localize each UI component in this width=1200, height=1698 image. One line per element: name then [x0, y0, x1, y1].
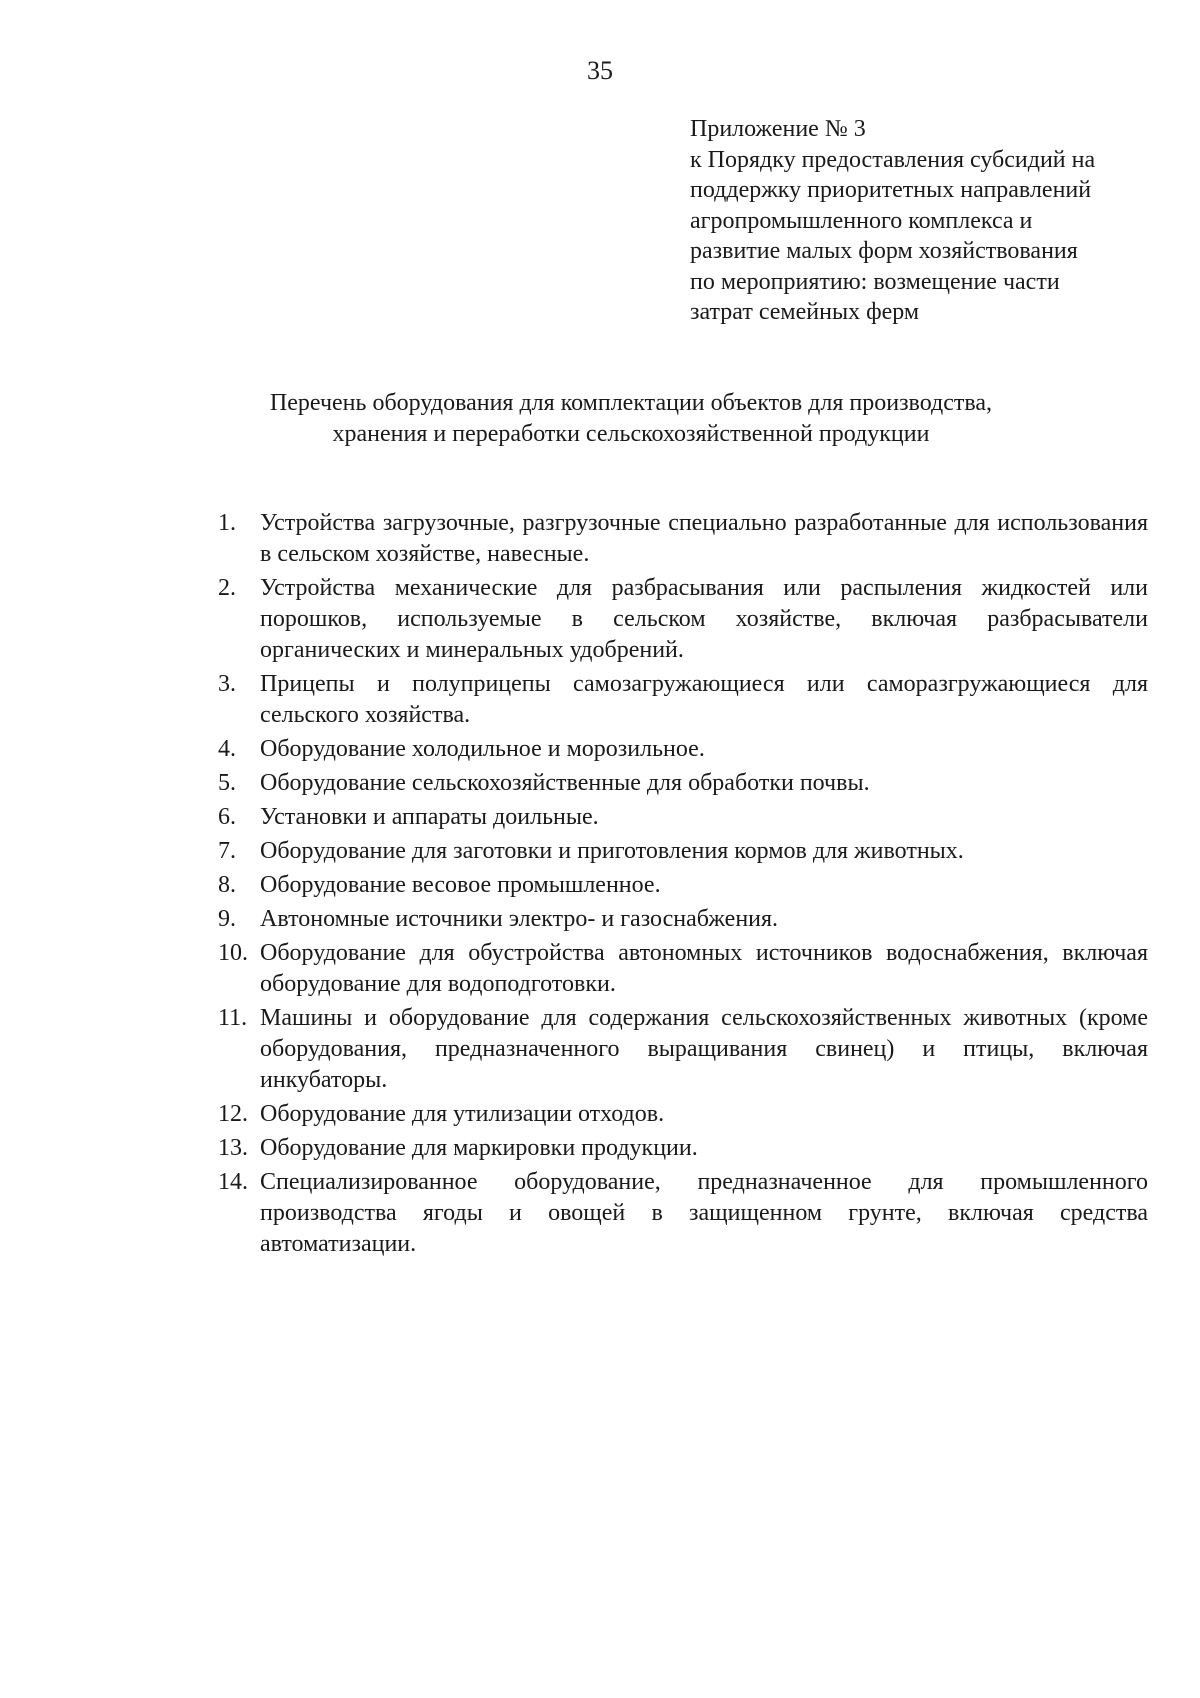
item-number: 6. [218, 804, 236, 830]
item-text: Установки и аппараты доильные. [260, 804, 599, 830]
item-number: 8. [218, 872, 236, 898]
appendix-line: развитие малых форм хозяйствования [690, 238, 1078, 264]
document-title [0, 388, 1200, 449]
appendix-line: к Порядку предоставления субсидий на [690, 146, 1096, 173]
appendix-line: затрат семейных ферм [690, 299, 920, 325]
item-number: 12. [218, 1101, 248, 1127]
list-item [218, 836, 1148, 867]
list-item [218, 734, 1148, 765]
item-number: 14. [218, 1169, 248, 1195]
list-item [218, 1099, 1148, 1130]
item-number: 4. [218, 736, 236, 762]
item-text: Оборудование для заготовки и приготовления кормов для животных. [260, 838, 964, 864]
appendix-line: по мероприятию: возмещение части [690, 268, 1060, 295]
list-item [218, 870, 1148, 901]
item-number: 10. [218, 940, 248, 966]
item-text: Прицепы и полуприцепы самозагружающиеся или саморазгружающиеся для сельского хозяйства. [260, 671, 1148, 728]
item-number: 11. [218, 1005, 248, 1031]
item-text: Оборудование для утилизации отходов. [260, 1101, 665, 1127]
item-number: 5. [218, 770, 236, 796]
item-number: 7. [218, 838, 236, 864]
item-text: Оборудование весовое промышленное. [260, 872, 661, 898]
title-line: Перечень оборудования для комплектации объектов для производства, [269, 390, 993, 416]
item-number: 13. [218, 1135, 248, 1161]
page-number: 35 [587, 56, 613, 85]
appendix-line: поддержку приоритетных направлений [690, 177, 1092, 203]
item-text: Оборудование холодильное и морозильное. [260, 736, 705, 762]
item-text: Машины и оборудование для содержания сельскохозяйственных животных (кроме оборудования, предназначенного выращивания свинец) и птицы, включая инкубаторы. [260, 1005, 1148, 1093]
title-line: хранения и переработки сельскохозяйственной продукции [332, 420, 930, 447]
item-text: Оборудование для обустройства автономных источников водоснабжения, включая оборудование для водоподготовки. [260, 940, 1148, 997]
list-item [218, 938, 1148, 1000]
list-item [218, 1167, 1148, 1260]
appendix-header [690, 114, 1170, 328]
item-text: Оборудование для маркировки продукции. [260, 1135, 698, 1161]
list-item [218, 802, 1148, 833]
list-item [218, 573, 1148, 666]
item-number: 1. [218, 510, 236, 536]
item-number: 2. [218, 575, 236, 601]
equipment-list [218, 508, 1148, 1263]
list-item [218, 768, 1148, 799]
item-text: Устройства механические для разбрасывания или распыления жидкостей или порошков, используемые в сельском хозяйстве, включая разбрасыватели органических и минеральных удобрений. [260, 575, 1148, 663]
appendix-line: агропромышленного комплекса и [690, 207, 1033, 234]
list-item [218, 669, 1148, 731]
item-text: Оборудование сельскохозяйственные для обработки почвы. [260, 770, 870, 796]
item-text: Автономные источники электро- и газоснабжения. [260, 906, 779, 932]
appendix-line: Приложение № 3 [690, 116, 866, 142]
list-item [218, 1133, 1148, 1164]
item-text: Специализированное оборудование, предназначенное для промышленного производства ягоды и овощей в защищенном грунте, включая средства автоматизации. [260, 1169, 1148, 1257]
list-item [218, 508, 1148, 570]
item-text: Устройства загрузочные, разгрузочные специально разработанные для использования в сельском хозяйстве, навесные. [260, 510, 1148, 567]
item-number: 3. [218, 671, 236, 697]
item-number: 9. [218, 906, 236, 932]
list-item [218, 1003, 1148, 1096]
list-item [218, 904, 1148, 935]
